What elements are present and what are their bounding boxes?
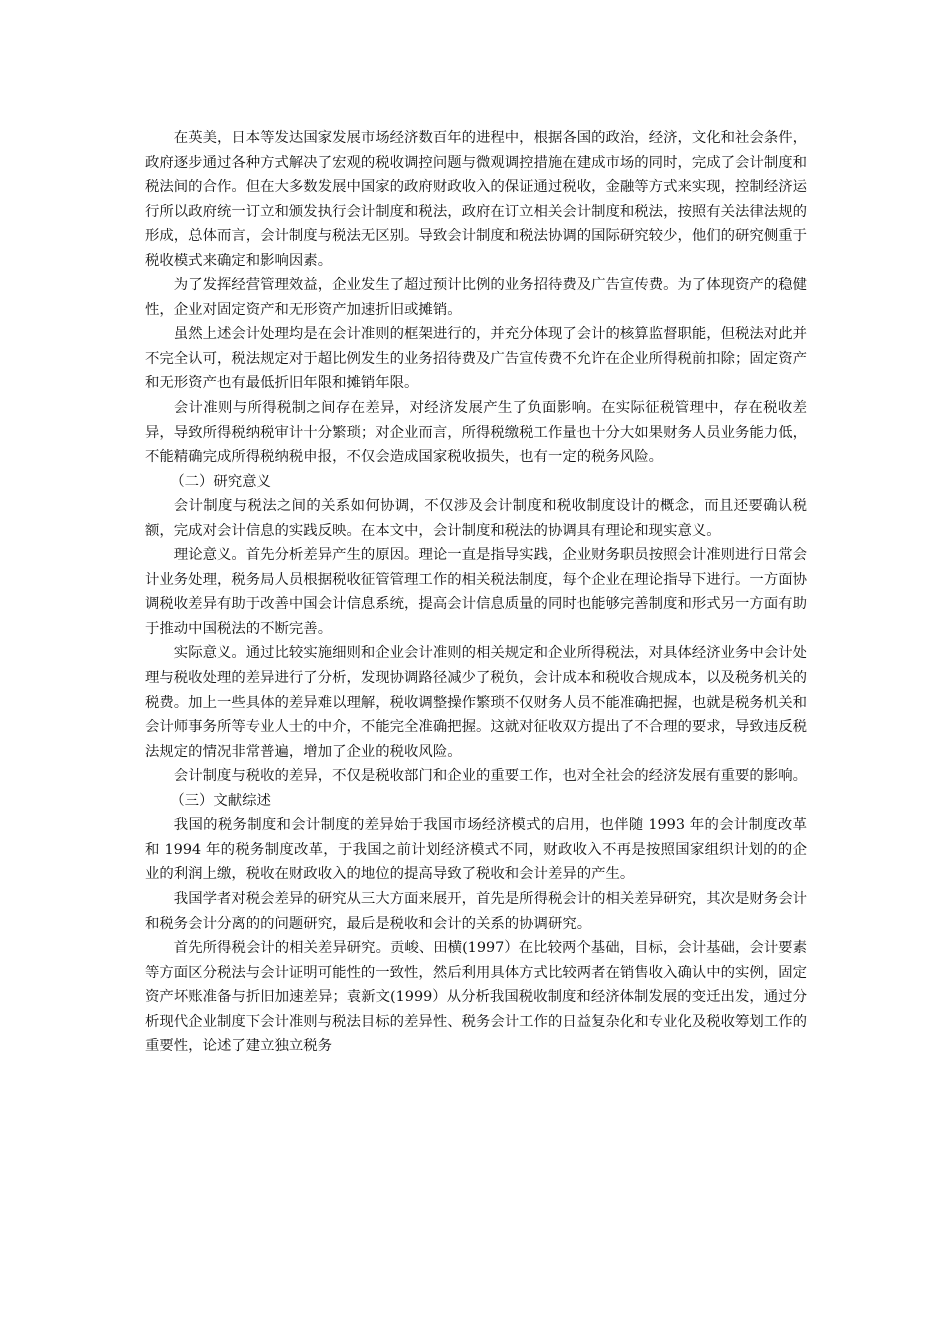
body-paragraph: 会计制度与税法之间的关系如何协调，不仅涉及会计制度和税收制度设计的概念，而且还要确认税额，完成对会计信息的实践反映。在本文中，会计制度和税法的协调具有理论和现实意义。 bbox=[145, 498, 807, 539]
document-body bbox=[145, 126, 807, 1059]
body-paragraph: 为了发挥经营管理效益，企业发生了超过预计比例的业务招待费及广告宣传费。为了体现资产的稳健性，企业对固定资产和无形资产加速折旧或摊销。 bbox=[145, 277, 807, 318]
body-paragraph: 虽然上述会计处理均是在会计准则的框架进行的，并充分体现了会计的核算监督职能，但税法对此并不完全认可，税法规定对于超比例发生的业务招待费及广告宣传费不允许在企业所得税前扣除；固定资产和无形资产也有最低折旧年限和摊销年限。 bbox=[145, 326, 807, 392]
body-paragraph: 实际意义。通过比较实施细则和企业会计准则的相关规定和企业所得税法，对具体经济业务中会计处理与税收处理的差异进行了分析，发现协调路径减少了税负，会计成本和税收合规成本，以及税务机关的税费。加上一些具体的差异难以理解，税收调整操作繁琐不仅财务人员不能准确把握，也就是税务机关和会计师事务所等专业人士的中介，不能完全准确把握。这就对征收双方提出了不合理的要求，导致违反税法规定的情况非常普遍，增加了企业的税收风险。 bbox=[145, 645, 807, 760]
section-heading-research-significance: （二）研究意义 bbox=[170, 473, 271, 490]
body-paragraph: 在英美，日本等发达国家发展市场经济数百年的进程中，根据各国的政治，经济，文化和社会条件，政府逐步通过各种方式解决了宏观的税收调控问题与微观调控措施在建成市场的同时，完成了会计制度和税法间的合作。但在大多数发展中国家的政府财政收入的保证通过税收，金融等方式来实现，控制经济运行所以政府统一订立和颁发执行会计制度和税法，政府在订立相关会计制度和税法，按照有关法律法规的形成，总体而言，会计制度与税法无区别。导致会计制度和税法协调的国际研究较少，他们的研究侧重于税收模式来确定和影响因素。 bbox=[145, 130, 807, 269]
body-paragraph: 理论意义。首先分析差异产生的原因。理论一直是指导实践，企业财务职员按照会计准则进行日常会计业务处理，税务局人员根据税收征管管理工作的相关税法制度，每个企业在理论指导下进行。一方面协调税收差异有助于改善中国会计信息系统，提高会计信息质量的同时也能够完善制度和形式另一方面有助于推动中国税法的不断完善。 bbox=[145, 547, 807, 637]
body-paragraph: 首先所得税会计的相关差异研究。贡峻、田横(1997）在比较两个基础，目标，会计基础，会计要素等方面区分税法与会计证明可能性的一致性，然后利用具体方式比较两者在销售收入确认中的实例，固定资产坏账准备与折旧加速差异；袁新文(1999）从分析我国税收制度和经济体制发展的变迁出发，通过分析现代企业制度下会计准则与税法目标的差异性、税务会计工作的日益复杂化和专业化及税收筹划工作的重要性，论述了建立独立税务 bbox=[145, 940, 807, 1055]
body-paragraph: 我国的税务制度和会计制度的差异始于我国市场经济模式的启用，也伴随 1993 年的会计制度改革和 1994 年的税务制度改革，于我国之前计划经济模式不同，财政收入不再是按照国家组织计划的的企业的利润上缴，税收在财政收入的地位的提高导致了税收和会计差异的产生。 bbox=[145, 817, 807, 883]
body-paragraph: 会计制度与税收的差异，不仅是税收部门和企业的重要工作，也对全社会的经济发展有重要的影响。 bbox=[173, 768, 807, 785]
body-paragraph: 我国学者对税会差异的研究从三大方面来展开，首先是所得税会计的相关差异研究，其次是财务会计和税务会计分离的的问题研究，最后是税收和会计的关系的协调研究。 bbox=[145, 890, 807, 932]
section-heading-literature-review: （三）文献综述 bbox=[170, 792, 271, 809]
body-paragraph: 会计准则与所得税制之间存在差异，对经济发展产生了负面影响。在实际征税管理中，存在税收差异，导致所得税纳税审计十分繁琐；对企业而言，所得税缴税工作量也十分大如果财务人员业务能力低，不能精确完成所得税纳税申报，不仅会造成国家税收损失，也有一定的税务风险。 bbox=[145, 400, 807, 466]
